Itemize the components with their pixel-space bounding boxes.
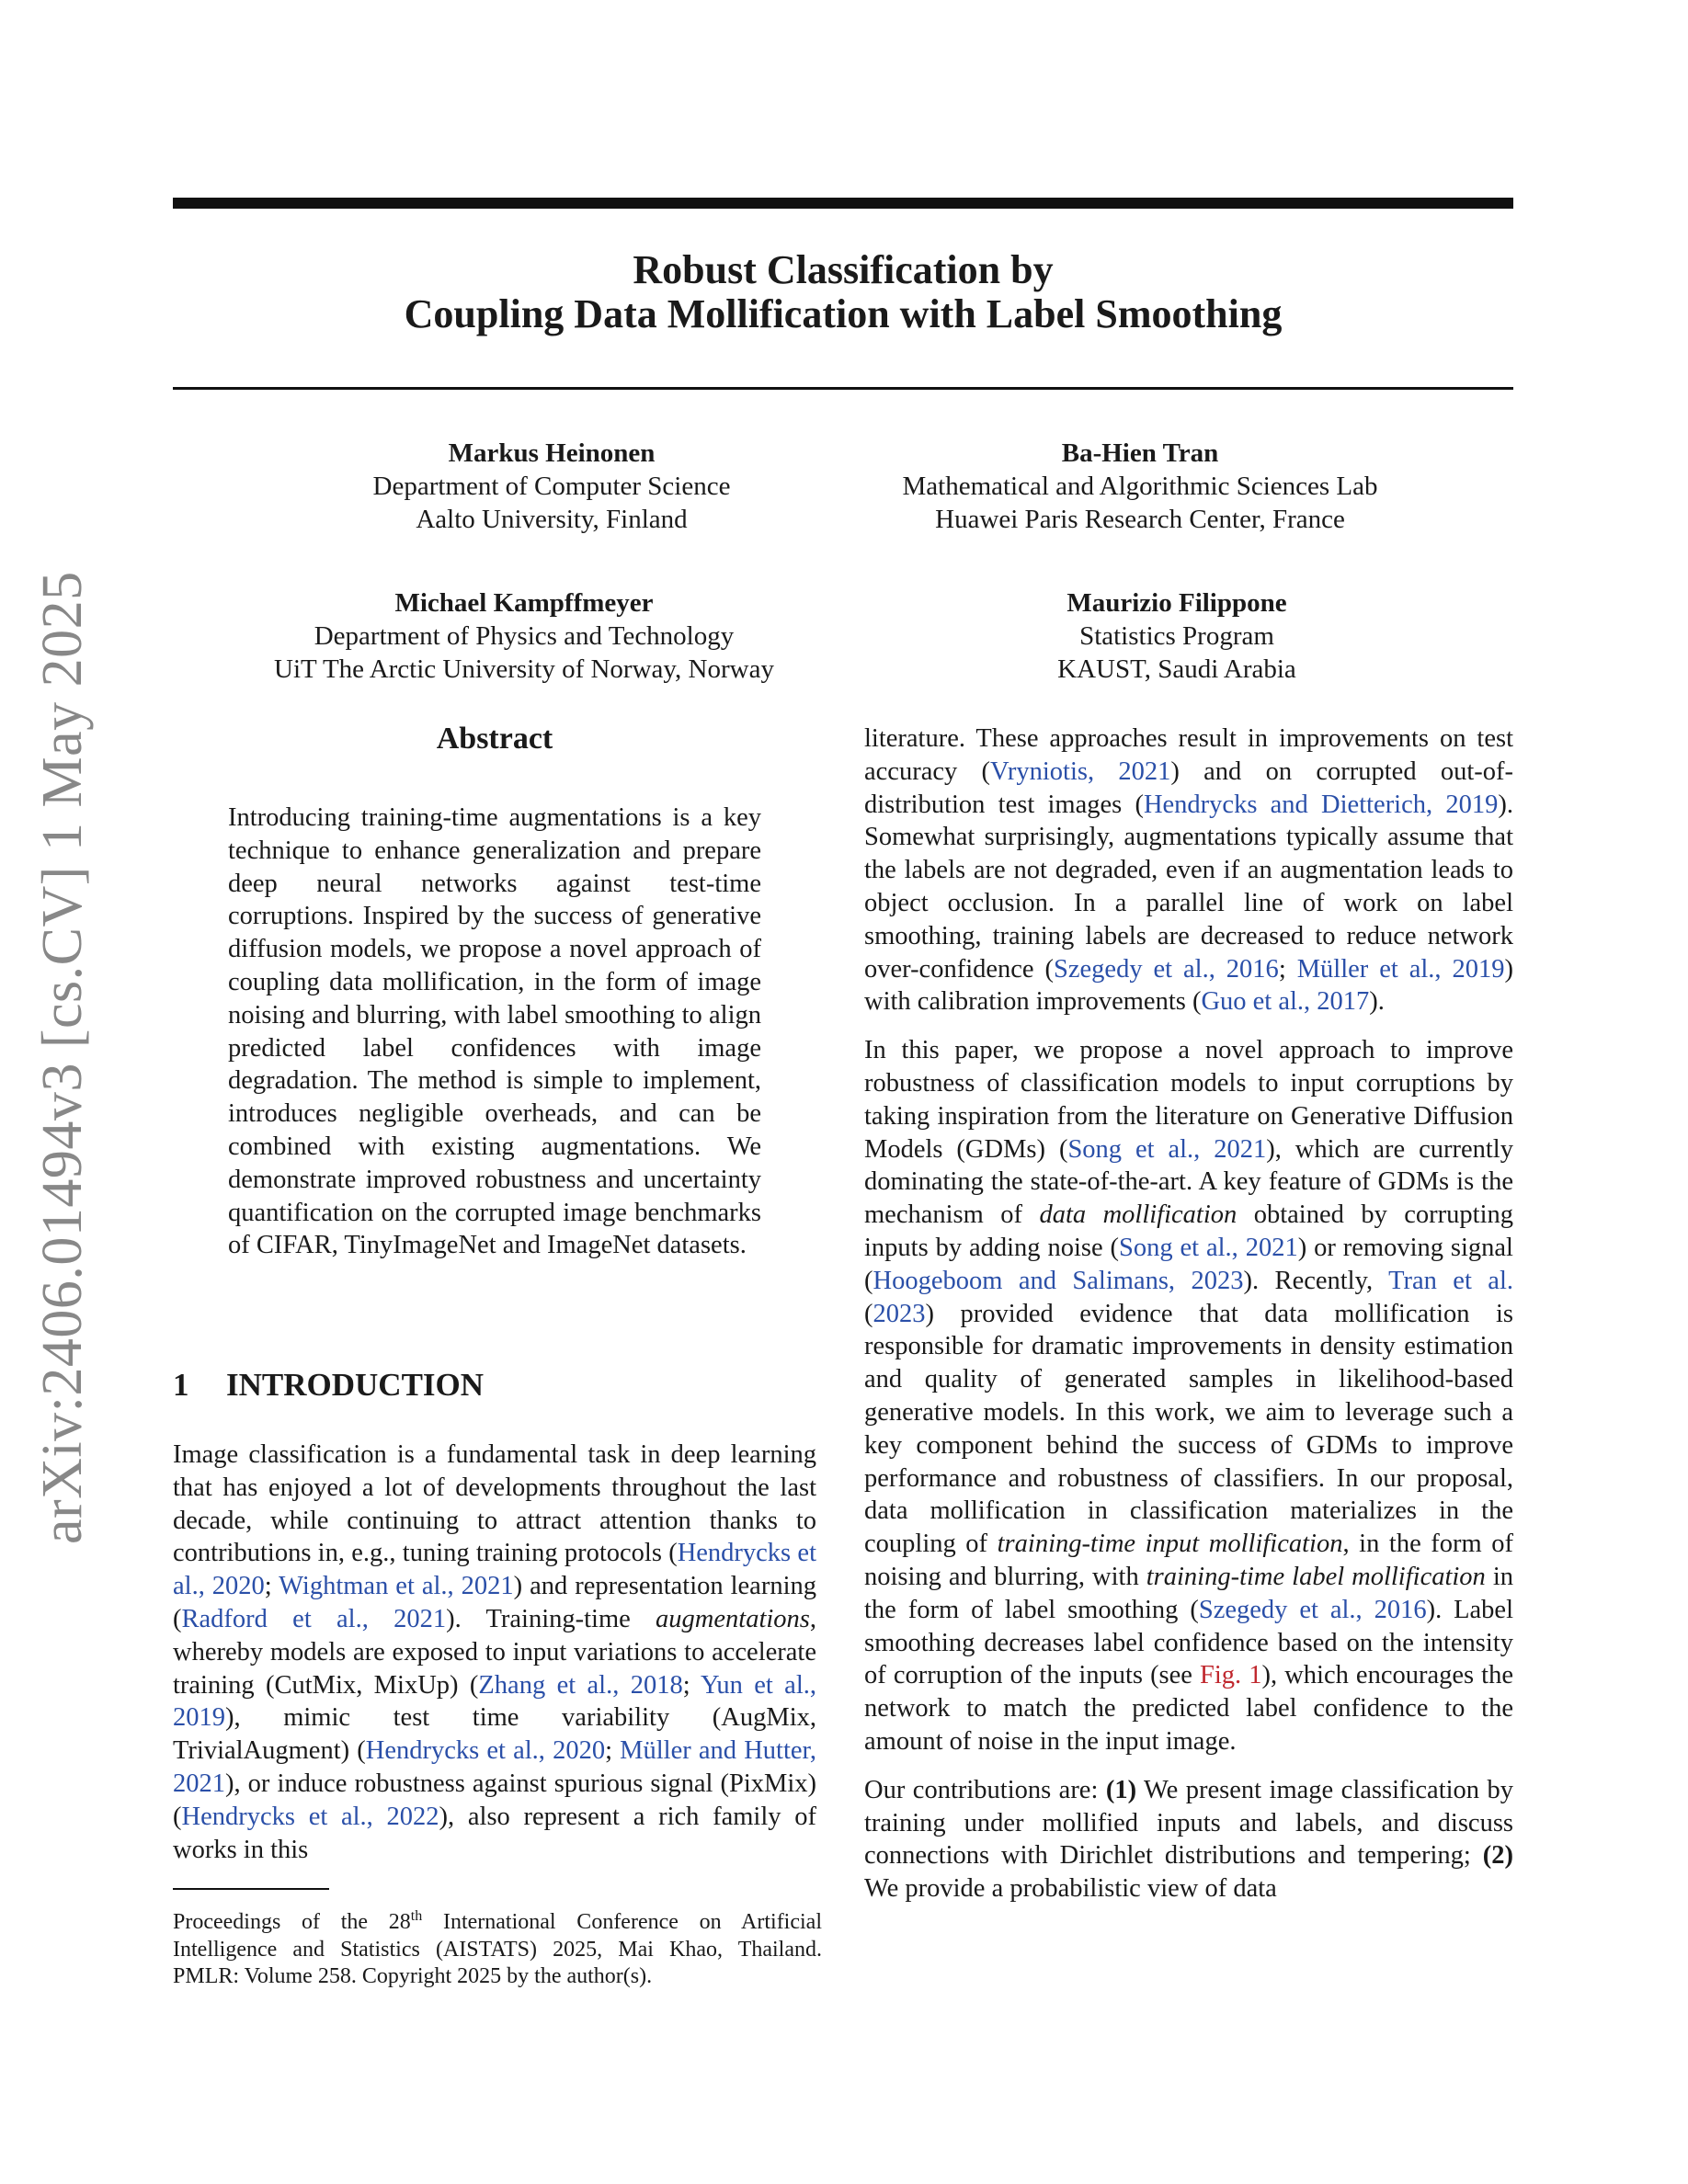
proceedings-footnote: Proceedings of the 28th International Conference on Artificial Intelligence and Statistics (AISTATS) 2025, Mai Khao, Thailand. PMLR: Volume 258. Copyright 2025 by the author(s). xyxy=(173,1908,822,1988)
contribution-marker: (2) xyxy=(1482,1841,1513,1871)
citation-link[interactable]: Hendrycks et al., 2022 xyxy=(181,1802,439,1831)
author-name: Michael Kampffmeyer xyxy=(394,588,654,618)
introduction-left-column xyxy=(173,1439,816,1882)
intro-paragraph-1: Image classification is a fundamental task in deep learning that has enjoyed a lot of developments throughout the last decade, while continuing to attract attention thanks to contributions in, e.g., tuning training protocols (Hendrycks et al., 2020; Wightman et al., 2021) and representation learning (Radford et al., 2021). Training-time augmentations, whereby models are exposed to input variations to accelerate training (CutMix, MixUp) (Zhang et al., 2018; Yun et al., 2019), mimic test time variability (AugMix, TrivialAugment) (Hendrycks et al., 2020; Müller and Hutter, 2021), or induce robustness against spurious signal (PixMix) (Hendrycks et al., 2022), also represent a rich family of works in this xyxy=(173,1440,816,1864)
author-block-1 xyxy=(276,437,827,536)
citation-link[interactable]: Hoogeboom and Salimans, 2023 xyxy=(873,1266,1244,1295)
author-block-2 xyxy=(827,437,1453,536)
citation-link[interactable]: Song et al., 2021 xyxy=(1119,1233,1298,1262)
citation-link[interactable]: Song et al., 2021 xyxy=(1067,1134,1267,1164)
abstract-heading: Abstract xyxy=(436,722,553,756)
superscript-th: th xyxy=(410,1908,423,1924)
citation-link[interactable]: Wightman et al., 2021 xyxy=(279,1572,514,1601)
intro-paragraph-4: Our contributions are: (1) We present image classification by training under mollified inputs and labels, and discuss connections with Dirichlet distributions and tempering; (2) We provide a probabilistic view of data xyxy=(864,1775,1513,1904)
footnote-rule xyxy=(173,1888,329,1890)
intro-paragraph-2: literature. These approaches result in improvements on test accuracy (Vryniotis, 2021) and on corrupted out-of-distribution test images (Hendrycks and Dietterich, 2019). Somewhat surprisingly, augmentations typically assume that the labels are not degraded, even if an augmentation leads to object occlusion. In a parallel line of work on label smoothing, training labels are decreased to reduce network over-confidence (Szegedy et al., 2016; Müller et al., 2019) with calibration improvements (Guo et al., 2017). xyxy=(864,724,1513,1017)
arxiv-identifier: arXiv:2406.01494v3 [cs.CV] 1 May 2025 xyxy=(31,571,94,1544)
author-affiliation-inst: KAUST, Saudi Arabia xyxy=(1057,654,1296,684)
author-name: Ba-Hien Tran xyxy=(1061,438,1219,468)
abstract-paragraph: Introducing training-time augmentations is a key technique to enhance generalization and prepare deep neural networks against test-time corruptions. Inspired by the success of generative diffusion models, we propose a novel approach of coupling data mollification, in the form of image noising and blurring, with label smoothing to align predicted label confidences with image degradation. The method is simple to implement, introduces negligible overheads, and can be combined with existing augmentations. We demonstrate improved robustness and uncertainty quantification on the corrupted image benchmarks of CIFAR, TinyImageNet and ImageNet datasets. xyxy=(228,803,761,1260)
title-line-1: Robust Classification by xyxy=(633,247,1054,292)
contribution-marker: (1) xyxy=(1105,1775,1137,1804)
author-affiliation-dept: Department of Physics and Technology xyxy=(314,621,735,651)
citation-link[interactable]: Szegedy et al., 2016 xyxy=(1054,954,1279,984)
author-block-3 xyxy=(202,586,846,686)
author-block-4 xyxy=(919,586,1434,686)
author-affiliation-dept: Statistics Program xyxy=(1079,621,1274,651)
citation-link[interactable]: Tran et al. xyxy=(1388,1266,1514,1295)
citation-link[interactable]: Zhang et al., 2018 xyxy=(478,1670,683,1700)
citation-link[interactable]: 2023 xyxy=(873,1299,926,1328)
section-title: INTRODUCTION xyxy=(226,1367,485,1403)
citation-link[interactable]: Vryniotis, 2021 xyxy=(990,756,1171,786)
section-number: 1 xyxy=(173,1367,189,1403)
emphasis-data-mollification: data mollification xyxy=(1039,1200,1237,1230)
emphasis-label-mollification: training-time label mollification xyxy=(1146,1562,1486,1591)
citation-link[interactable]: Szegedy et al., 2016 xyxy=(1198,1595,1427,1624)
paper-title xyxy=(173,248,1513,336)
abstract-text xyxy=(228,802,761,1278)
emphasis-input-mollification: training-time input mollification xyxy=(997,1530,1343,1559)
emphasis-augmentations: augmentations xyxy=(656,1604,810,1633)
title-bottom-rule xyxy=(173,387,1513,390)
author-affiliation-dept: Department of Computer Science xyxy=(372,472,731,501)
author-affiliation-inst: Huawei Paris Research Center, France xyxy=(935,505,1345,534)
citation-link[interactable]: Yun et al., 2019 xyxy=(173,1670,816,1733)
title-top-rule xyxy=(173,198,1513,209)
author-affiliation-inst: UiT The Arctic University of Norway, Norway xyxy=(274,654,774,684)
author-affiliation-inst: Aalto University, Finland xyxy=(416,505,688,534)
title-line-2: Coupling Data Mollification with Label Smoothing xyxy=(404,291,1283,336)
figure-reference-link[interactable]: Fig. 1 xyxy=(1200,1661,1262,1690)
citation-link[interactable]: Guo et al., 2017 xyxy=(1201,987,1370,1017)
author-affiliation-dept: Mathematical and Algorithmic Sciences Lab xyxy=(902,472,1378,501)
introduction-right-column xyxy=(864,722,1513,1921)
intro-paragraph-3: In this paper, we propose a novel approach to improve robustness of classification models to input corruptions by taking inspiration from the literature on Generative Diffusion Models (GDMs) (Song et al., 2021), which are currently dominating the state-of-the-art. A key feature of GDMs is the mechanism of data mollification obtained by corrupting inputs by adding noise (Song et al., 2021) or removing signal (Hoogeboom and Salimans, 2023). Recently, Tran et al. (2023) provided evidence that data mollification is responsible for dramatic improvements in density estimation and quality of generated samples in likelihood-based generative models. In this work, we aim to leverage such a key component behind the success of GDMs to improve performance and robustness of classifiers. In our proposal, data mollification in classification materializes in the coupling of training-time input mollification, in the form of noising and blurring, with training-time label mollification in the form of label smoothing (Szegedy et al., 2016). Label smoothing decreases label confidence based on the intensity of corruption of the inputs (see Fig. 1), which encourages the network to match the predicted label confidence to the amount of noise in the input image. xyxy=(864,1036,1514,1756)
citation-link[interactable]: Hendrycks and Dietterich, 2019 xyxy=(1143,790,1499,819)
citation-link[interactable]: Müller and Hutter, 2021 xyxy=(173,1736,816,1798)
citation-link[interactable]: Hendrycks et al., 2020 xyxy=(173,1539,816,1601)
author-name: Markus Heinonen xyxy=(448,438,656,468)
section-heading-introduction xyxy=(173,1367,484,1404)
citation-link[interactable]: Hendrycks et al., 2020 xyxy=(365,1736,606,1766)
citation-link[interactable]: Müller et al., 2019 xyxy=(1296,954,1505,984)
author-name: Maurizio Filippone xyxy=(1066,588,1287,618)
citation-link[interactable]: Radford et al., 2021 xyxy=(181,1604,447,1633)
